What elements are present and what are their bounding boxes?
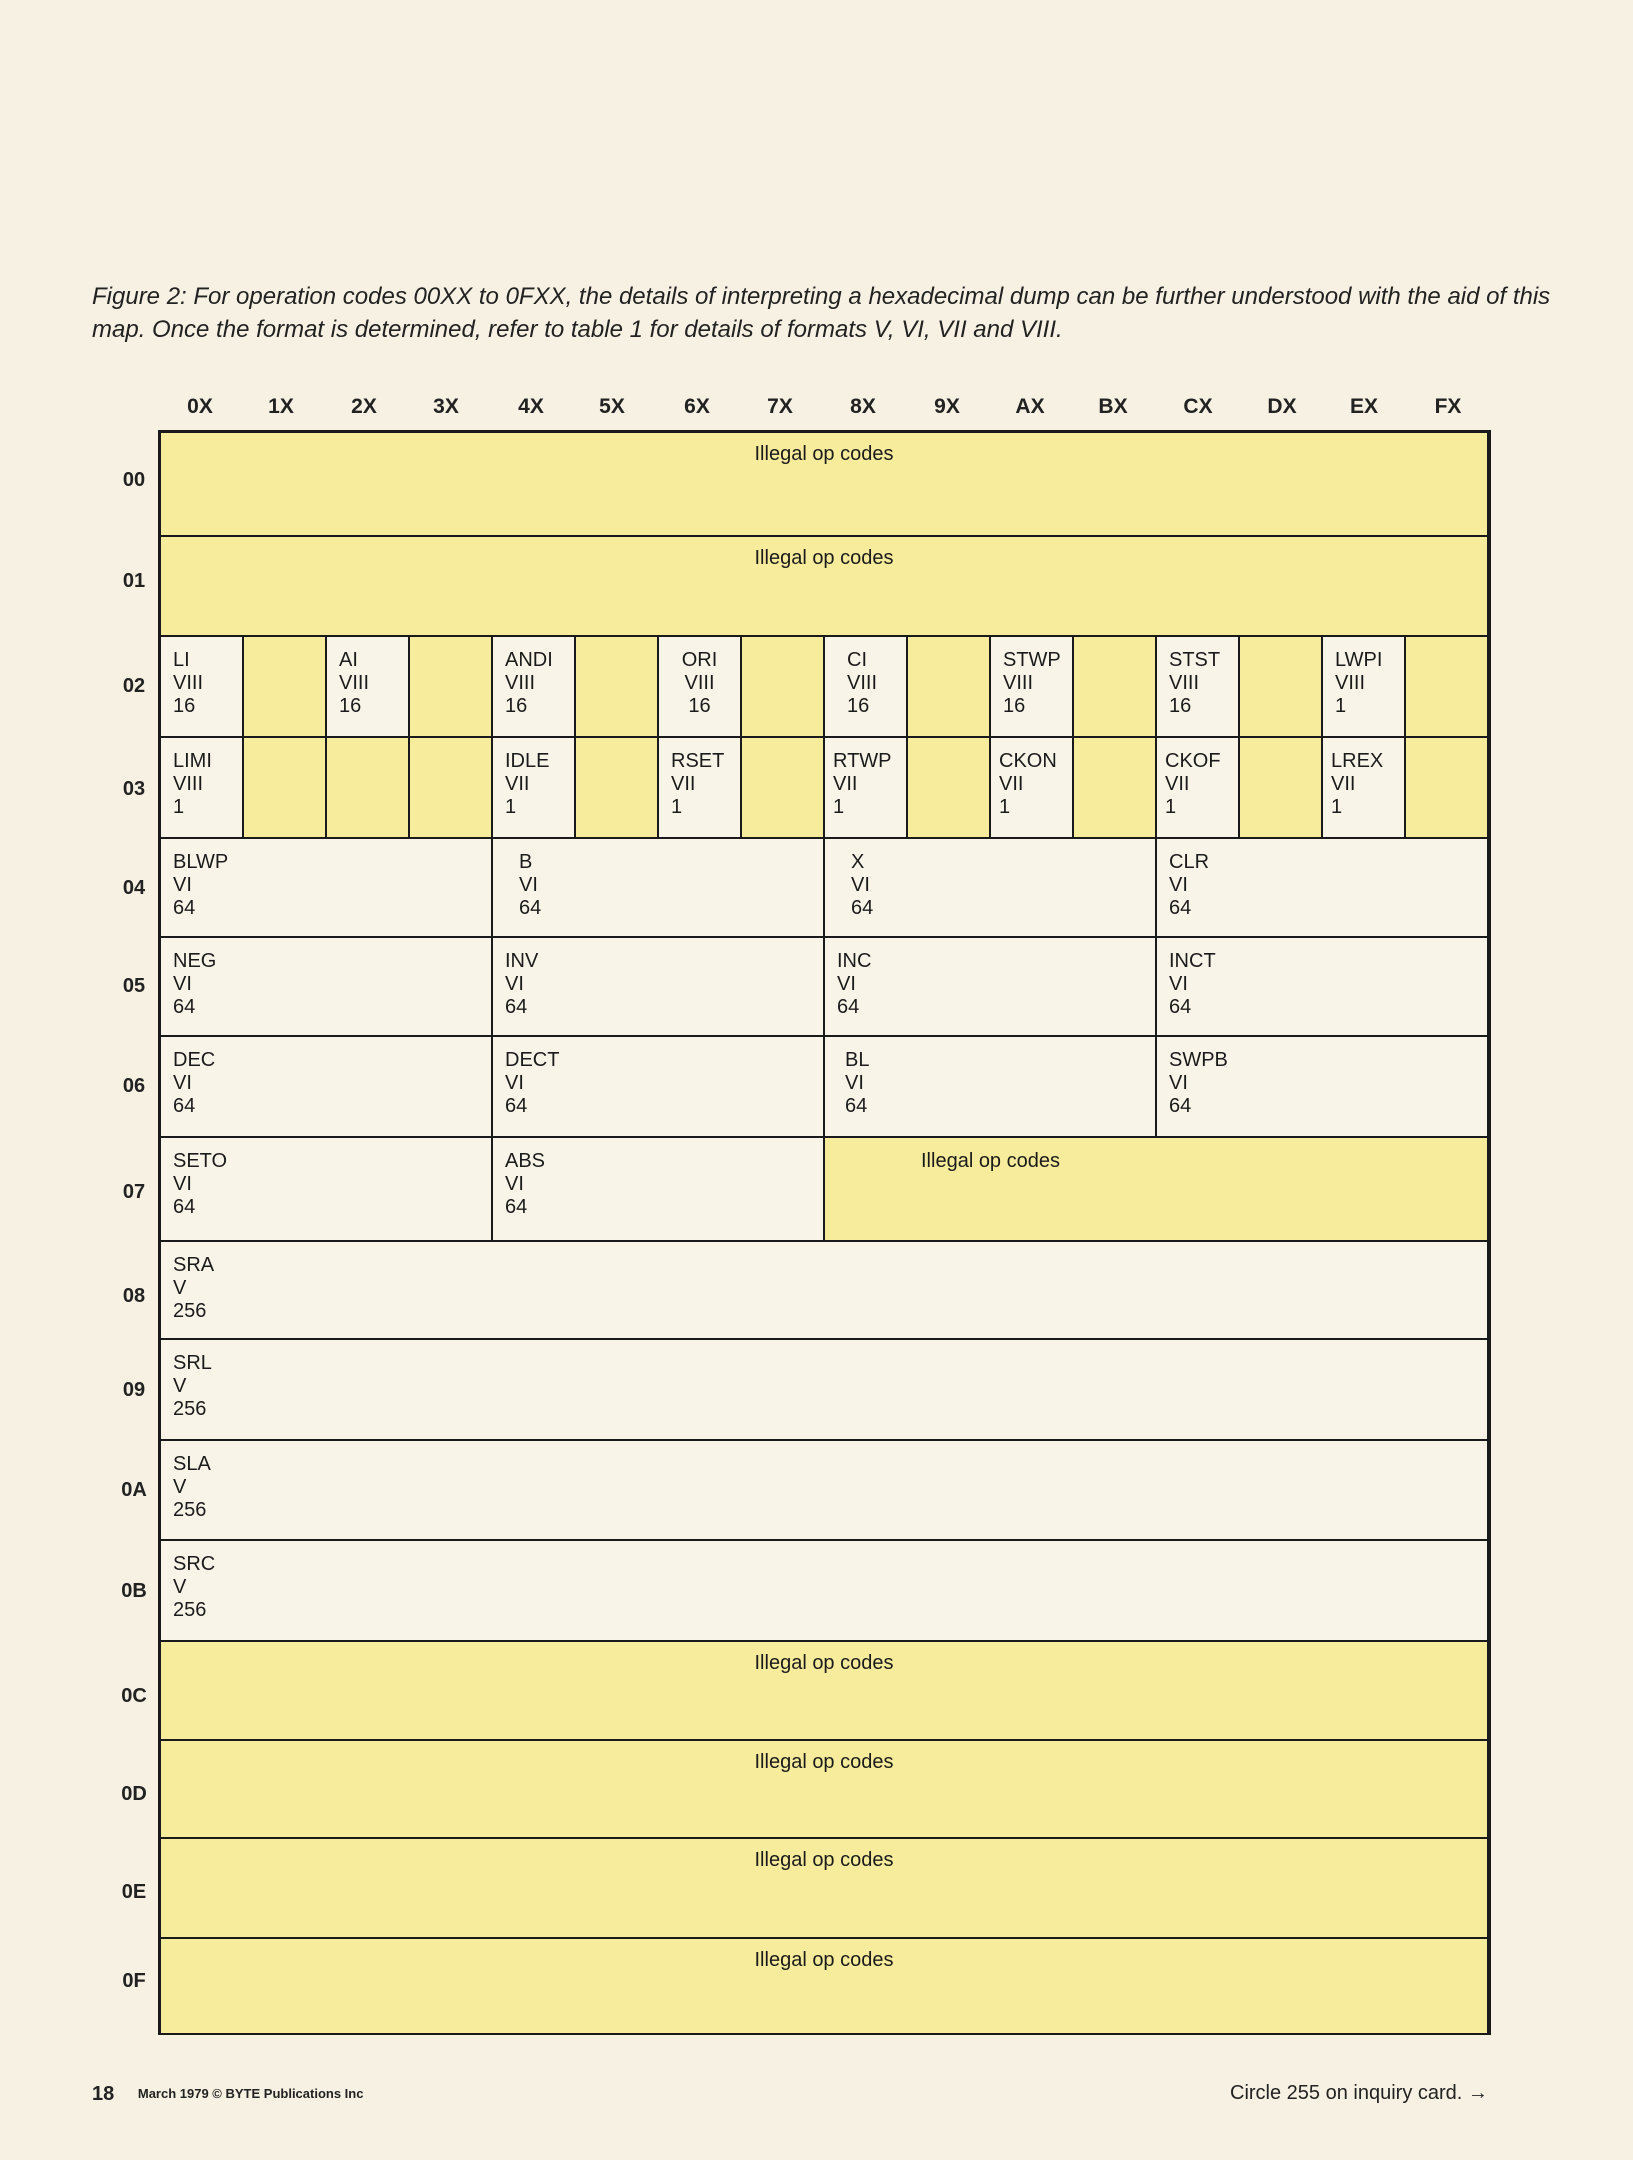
opcode-cell [825, 637, 908, 738]
row-header: 0B [121, 1580, 147, 1602]
opcode-cell [493, 938, 825, 1037]
count: 1 [833, 796, 845, 818]
count: 64 [173, 1095, 196, 1117]
mnemonic: SLA [173, 1453, 211, 1475]
mnemonic: STST [1169, 649, 1221, 671]
opcode-cell [1157, 637, 1240, 738]
format: VI [173, 973, 192, 995]
count: 64 [505, 996, 528, 1018]
format: VI [845, 1072, 864, 1094]
unused-cell [1074, 637, 1157, 738]
mnemonic: RTWP [833, 750, 892, 772]
count: 256 [173, 1499, 207, 1521]
mnemonic: CKON [999, 750, 1057, 772]
column-header: 1X [268, 395, 294, 418]
column-header: 9X [934, 395, 960, 418]
count: 16 [688, 695, 711, 717]
count: 1 [999, 796, 1011, 818]
column-header: 5X [599, 395, 625, 418]
opcode-cell [161, 1441, 1489, 1541]
illegal-opcodes-cell [161, 537, 1489, 637]
publication-credit: March 1979 © BYTE Publications Inc [137, 2086, 364, 2101]
format: VI [505, 973, 524, 995]
mnemonic: BLWP [173, 851, 229, 873]
unused-cell [244, 637, 327, 738]
count: 256 [173, 1599, 207, 1621]
opcode-cell [493, 1138, 825, 1242]
mnemonic: ANDI [505, 649, 553, 671]
count: 1 [173, 796, 185, 818]
count: 16 [505, 695, 528, 717]
opcode-cell [161, 1242, 1489, 1340]
illegal-opcodes-label: Illegal op codes [754, 1751, 894, 1773]
mnemonic: SRL [173, 1352, 212, 1374]
count: 64 [1169, 1095, 1192, 1117]
unused-cell [742, 738, 825, 839]
opcode-cell [161, 1541, 1489, 1642]
opcode-cell [327, 637, 410, 738]
opcode-cell [659, 637, 742, 738]
illegal-opcodes-label: Illegal op codes [754, 1652, 894, 1674]
page-footer-left [92, 2083, 363, 2106]
mnemonic: STWP [1003, 649, 1061, 671]
opcode-cell [493, 738, 576, 839]
opcode-cell [659, 738, 742, 839]
mnemonic: ORI [681, 649, 718, 671]
opcode-cell [161, 938, 493, 1037]
mnemonic: DEC [173, 1049, 216, 1071]
opcode-cell [991, 637, 1074, 738]
count: 64 [837, 996, 860, 1018]
format: VI [505, 1072, 524, 1094]
format: VI [837, 973, 856, 995]
opcode-cell [161, 839, 493, 938]
mnemonic: IDLE [505, 750, 550, 772]
unused-cell [908, 738, 991, 839]
column-header: DX [1267, 395, 1297, 418]
count: 16 [339, 695, 362, 717]
format: V [173, 1277, 187, 1299]
column-header-row [0, 395, 1633, 431]
unused-cell [410, 738, 493, 839]
illegal-opcodes-cell [161, 433, 1489, 537]
opcode-cell [1157, 839, 1489, 938]
opcode-cell [1323, 738, 1406, 839]
unused-cell [576, 738, 659, 839]
row-header: 09 [122, 1379, 146, 1401]
opcode-cell [991, 738, 1074, 839]
format: VII [1331, 773, 1356, 795]
illegal-opcodes-cell [161, 1939, 1489, 2033]
format: VII [671, 773, 696, 795]
unused-cell [908, 637, 991, 738]
inquiry-note: Circle 255 on inquiry card. [1230, 2082, 1463, 2104]
opcode-cell [1157, 938, 1489, 1037]
unused-cell [1240, 637, 1323, 738]
count: 64 [505, 1095, 528, 1117]
count: 1 [671, 796, 683, 818]
format: VI [851, 874, 870, 896]
format: VII [833, 773, 858, 795]
column-header: 6X [684, 395, 710, 418]
opcode-cell [161, 738, 244, 839]
column-header: FX [1434, 395, 1462, 418]
illegal-opcodes-cell [161, 1741, 1489, 1839]
column-header: 0X [187, 395, 213, 418]
illegal-opcodes-label: Illegal op codes [754, 1949, 894, 1971]
row-header: 0F [122, 1970, 146, 1992]
format: VI [1169, 874, 1188, 896]
illegal-opcodes-cell [825, 1138, 1489, 1242]
row-header: 02 [122, 675, 146, 697]
format: VII [999, 773, 1024, 795]
format: VIII [1335, 672, 1366, 694]
format: VIII [173, 773, 204, 795]
format: V [173, 1576, 187, 1598]
format: VIII [847, 672, 878, 694]
row-header: 0A [121, 1479, 147, 1501]
opcode-cell [825, 839, 1157, 938]
right-arrow-icon: → [1467, 2082, 1488, 2104]
row-header: 01 [122, 570, 146, 592]
format: VIII [339, 672, 370, 694]
unused-cell [1240, 738, 1323, 839]
count: 64 [505, 1196, 528, 1218]
illegal-opcodes-label: Illegal op codes [754, 1849, 894, 1871]
format: VI [1169, 1072, 1188, 1094]
unused-cell [244, 738, 327, 839]
row-header: 0C [121, 1685, 147, 1707]
mnemonic: LI [173, 649, 190, 671]
opcode-cell [161, 637, 244, 738]
mnemonic: SRC [173, 1553, 216, 1575]
mnemonic: LIMI [173, 750, 212, 772]
column-header: 2X [351, 395, 377, 418]
count: 16 [1003, 695, 1026, 717]
opcode-cell [825, 938, 1157, 1037]
row-header: 06 [122, 1075, 146, 1097]
opcode-cell [1157, 738, 1240, 839]
format: VIII [173, 672, 204, 694]
mnemonic: INC [837, 950, 872, 972]
count: 64 [173, 897, 196, 919]
illegal-opcodes-label: Illegal op codes [754, 443, 894, 465]
unused-cell [1406, 738, 1489, 839]
illegal-opcodes-cell [161, 1642, 1489, 1741]
mnemonic: B [519, 851, 533, 873]
column-header: 7X [767, 395, 793, 418]
page-number: 18 [92, 2083, 115, 2105]
column-header: BX [1098, 395, 1128, 418]
count: 1 [1335, 695, 1347, 717]
count: 64 [519, 897, 542, 919]
column-header: 3X [433, 395, 459, 418]
mnemonic: BL [845, 1049, 870, 1071]
mnemonic: DECT [505, 1049, 560, 1071]
mnemonic: CI [847, 649, 867, 671]
format: V [173, 1375, 187, 1397]
row-header: 05 [122, 975, 146, 997]
mnemonic: SETO [173, 1150, 228, 1172]
column-header: 8X [850, 395, 876, 418]
count: 1 [1165, 796, 1177, 818]
mnemonic: AI [339, 649, 358, 671]
opcode-cell [493, 839, 825, 938]
count: 64 [173, 996, 196, 1018]
opcode-map [158, 430, 1491, 2035]
format: VI [173, 1173, 192, 1195]
opcode-cell [825, 738, 908, 839]
count: 64 [851, 897, 874, 919]
format: VIII [505, 672, 536, 694]
count: 64 [1169, 897, 1192, 919]
format: VI [505, 1173, 524, 1195]
page-footer-right [1230, 2082, 1488, 2105]
count: 256 [173, 1398, 207, 1420]
row-header: 0E [121, 1881, 147, 1903]
unused-cell [576, 637, 659, 738]
column-header: 4X [518, 395, 544, 418]
illegal-opcodes-label: Illegal op codes [754, 547, 894, 569]
mnemonic: CLR [1169, 851, 1210, 873]
opcode-cell [161, 1037, 493, 1138]
mnemonic: LREX [1331, 750, 1384, 772]
format: VI [173, 1072, 192, 1094]
count: 16 [847, 695, 870, 717]
column-header: CX [1183, 395, 1213, 418]
format: VIII [1169, 672, 1200, 694]
format: VII [1165, 773, 1190, 795]
unused-cell [327, 738, 410, 839]
figure-caption: Figure 2: For operation codes 00XX to 0FXX, the details of interpreting a hexadecimal dump can be further understood with the aid of this map. Once the format is determined, refer to table 1 for details of formats V, VI, VII and VIII. [92, 283, 1551, 343]
count: 16 [1169, 695, 1192, 717]
format: VIII [1003, 672, 1034, 694]
illegal-opcodes-cell [161, 1839, 1489, 1939]
format: V [173, 1476, 187, 1498]
opcode-cell [1157, 1037, 1489, 1138]
mnemonic: LWPI [1335, 649, 1383, 671]
format: VI [173, 874, 192, 896]
row-header: 00 [122, 469, 146, 491]
count: 1 [1331, 796, 1343, 818]
illegal-opcodes-label: Illegal op codes [921, 1150, 1060, 1172]
column-header: EX [1349, 395, 1378, 418]
mnemonic: INCT [1169, 950, 1216, 972]
format: VI [1169, 973, 1188, 995]
mnemonic: RSET [671, 750, 725, 772]
row-header: 03 [122, 778, 146, 800]
opcode-cell [825, 1037, 1157, 1138]
unused-cell [742, 637, 825, 738]
format: VII [505, 773, 530, 795]
count: 64 [845, 1095, 868, 1117]
unused-cell [1406, 637, 1489, 738]
row-header: 08 [122, 1285, 146, 1307]
column-header: AX [1015, 395, 1045, 418]
mnemonic: INV [505, 950, 539, 972]
count: 64 [173, 1196, 196, 1218]
mnemonic: ABS [505, 1150, 546, 1172]
opcode-cell [161, 1138, 493, 1242]
count: 256 [173, 1300, 207, 1322]
unused-cell [1074, 738, 1157, 839]
mnemonic: SWPB [1169, 1049, 1228, 1071]
unused-cell [410, 637, 493, 738]
format: VI [519, 874, 538, 896]
mnemonic: X [851, 851, 865, 873]
count: 1 [505, 796, 517, 818]
format: VIII [684, 672, 715, 694]
count: 64 [1169, 996, 1192, 1018]
row-header: 0D [121, 1783, 147, 1805]
row-header: 04 [122, 877, 146, 899]
row-header: 07 [122, 1181, 146, 1203]
mnemonic: SRA [173, 1254, 215, 1276]
opcode-cell [493, 637, 576, 738]
opcode-cell [1323, 637, 1406, 738]
opcode-cell [161, 1340, 1489, 1441]
mnemonic: CKOF [1165, 750, 1221, 772]
opcode-cell [493, 1037, 825, 1138]
mnemonic: NEG [173, 950, 217, 972]
row-header-column [0, 0, 160, 2160]
count: 16 [173, 695, 196, 717]
